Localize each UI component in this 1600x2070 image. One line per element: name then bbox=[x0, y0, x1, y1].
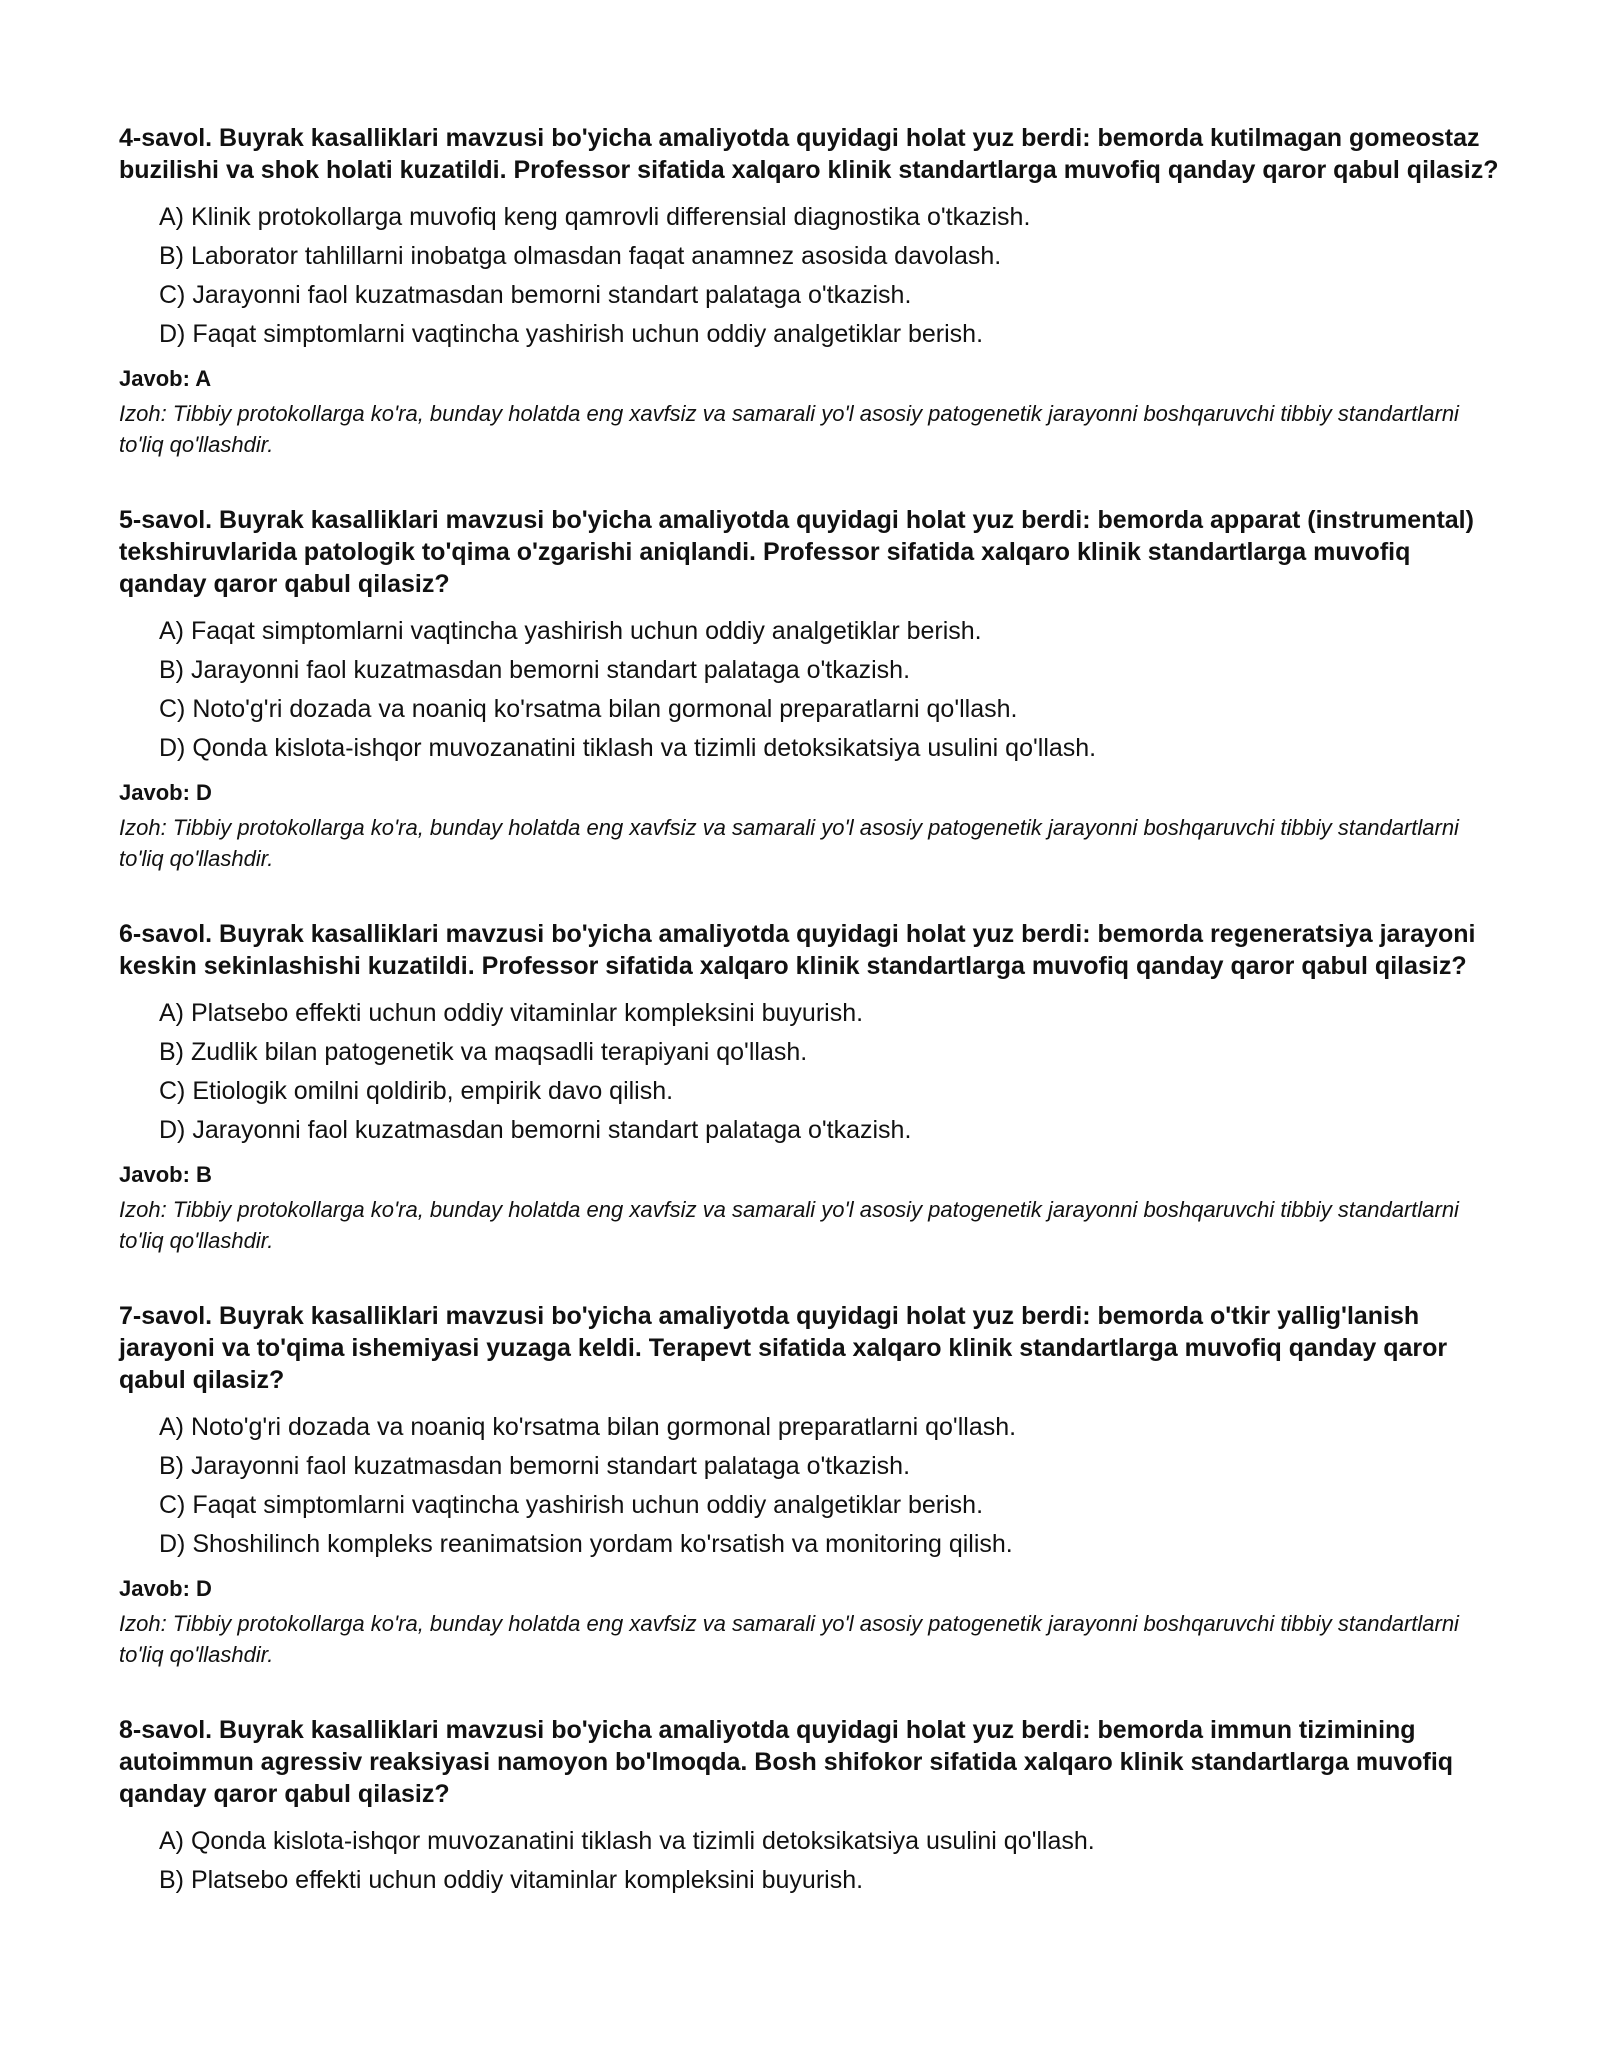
answer-options bbox=[119, 1408, 1499, 1564]
explanation-note: Izoh: Tibbiy protokollarga ko'ra, bunday holatda eng xavfsiz va samarali yo'l asosiy patogenetik jarayonni boshqaruvchi tibbiy standartlarni to'liq qo'llashdir. bbox=[119, 401, 1459, 457]
option-b: B) Platsebo effekti uchun oddiy vitaminlar kompleksini buyurish. bbox=[159, 1866, 864, 1894]
answer-key: Javob: B bbox=[119, 1162, 212, 1187]
question-4 bbox=[119, 122, 1499, 460]
option-a: A) Klinik protokollarga muvofiq keng qamrovli differensial diagnostika o'tkazish. bbox=[159, 203, 1031, 231]
question-title: 6-savol. Buyrak kasalliklari mavzusi bo'yicha amaliyotda quyidagi holat yuz berdi: bemorda regeneratsiya jarayoni keskin sekinlashishi kuzatildi. Professor sifatida xalqaro klinik standartlarga muvofiq qanday qaror qabul qilasiz? bbox=[119, 920, 1476, 980]
answer-key: Javob: D bbox=[119, 780, 212, 805]
option-a: A) Noto'g'ri dozada va noaniq ko'rsatma bilan gormonal preparatlarni qo'llash. bbox=[159, 1413, 1017, 1441]
question-title: 7-savol. Buyrak kasalliklari mavzusi bo'yicha amaliyotda quyidagi holat yuz berdi: bemorda o'tkir yallig'lanish jarayoni va to'qima ishemiyasi yuzaga keldi. Terapevt sifatida xalqaro klinik standartlarga muvofiq qanday qaror qabul qilasiz? bbox=[119, 1302, 1448, 1394]
option-d: D) Qonda kislota-ishqor muvozanatini tiklash va tizimli detoksikatsiya usulini qo'llash. bbox=[159, 734, 1097, 762]
explanation-note: Izoh: Tibbiy protokollarga ko'ra, bunday holatda eng xavfsiz va samarali yo'l asosiy patogenetik jarayonni boshqaruvchi tibbiy standartlarni to'liq qo'llashdir. bbox=[119, 1611, 1459, 1667]
option-b: B) Jarayonni faol kuzatmasdan bemorni standart palataga o'tkazish. bbox=[159, 1452, 911, 1480]
question-5 bbox=[119, 504, 1499, 874]
option-a: A) Platsebo effekti uchun oddiy vitaminlar kompleksini buyurish. bbox=[159, 999, 864, 1027]
option-b: B) Zudlik bilan patogenetik va maqsadli terapiyani qo'llash. bbox=[159, 1038, 808, 1066]
answer-options bbox=[119, 198, 1499, 354]
option-a: A) Faqat simptomlarni vaqtincha yashirish uchun oddiy analgetiklar berish. bbox=[159, 617, 982, 645]
question-7 bbox=[119, 1300, 1499, 1670]
question-title: 5-savol. Buyrak kasalliklari mavzusi bo'yicha amaliyotda quyidagi holat yuz berdi: bemorda apparat (instrumental) tekshiruvlarida patologik to'qima o'zgarishi aniqlandi. Professor sifatida xalqaro klinik standartlarga muvofiq qanday qaror qabul qilasiz? bbox=[119, 506, 1474, 598]
option-c: C) Jarayonni faol kuzatmasdan bemorni standart palataga o'tkazish. bbox=[159, 281, 912, 309]
option-b: B) Laborator tahlillarni inobatga olmasdan faqat anamnez asosida davolash. bbox=[159, 242, 1002, 270]
option-c: C) Faqat simptomlarni vaqtincha yashirish uchun oddiy analgetiklar berish. bbox=[159, 1491, 984, 1519]
document-page bbox=[119, 122, 1499, 1944]
option-c: C) Noto'g'ri dozada va noaniq ko'rsatma bilan gormonal preparatlarni qo'llash. bbox=[159, 695, 1018, 723]
option-c: C) Etiologik omilni qoldirib, empirik davo qilish. bbox=[159, 1077, 674, 1105]
option-d: D) Jarayonni faol kuzatmasdan bemorni standart palataga o'tkazish. bbox=[159, 1116, 912, 1144]
question-title: 4-savol. Buyrak kasalliklari mavzusi bo'yicha amaliyotda quyidagi holat yuz berdi: bemorda kutilmagan gomeostaz buzilishi va shok holati kuzatildi. Professor sifatida xalqaro klinik standartlarga muvofiq qanday qaror qabul qilasiz? bbox=[119, 124, 1499, 184]
question-8 bbox=[119, 1714, 1499, 1900]
option-d: D) Faqat simptomlarni vaqtincha yashirish uchun oddiy analgetiklar berish. bbox=[159, 320, 984, 348]
answer-key: Javob: D bbox=[119, 1576, 212, 1601]
answer-options bbox=[119, 612, 1499, 768]
option-d: D) Shoshilinch kompleks reanimatsion yordam ko'rsatish va monitoring qilish. bbox=[159, 1530, 1013, 1558]
question-title: 8-savol. Buyrak kasalliklari mavzusi bo'yicha amaliyotda quyidagi holat yuz berdi: bemorda immun tizimining autoimmun agressiv reaksiyasi namoyon bo'lmoqda. Bosh shifokor sifatida xalqaro klinik standartlarga muvofiq qanday qaror qabul qilasiz? bbox=[119, 1716, 1454, 1808]
answer-options bbox=[119, 994, 1499, 1150]
explanation-note: Izoh: Tibbiy protokollarga ko'ra, bunday holatda eng xavfsiz va samarali yo'l asosiy patogenetik jarayonni boshqaruvchi tibbiy standartlarni to'liq qo'llashdir. bbox=[119, 815, 1459, 871]
answer-options bbox=[119, 1822, 1499, 1900]
explanation-note: Izoh: Tibbiy protokollarga ko'ra, bunday holatda eng xavfsiz va samarali yo'l asosiy patogenetik jarayonni boshqaruvchi tibbiy standartlarni to'liq qo'llashdir. bbox=[119, 1197, 1459, 1253]
question-6 bbox=[119, 918, 1499, 1256]
option-a: A) Qonda kislota-ishqor muvozanatini tiklash va tizimli detoksikatsiya usulini qo'llash. bbox=[159, 1827, 1095, 1855]
option-b: B) Jarayonni faol kuzatmasdan bemorni standart palataga o'tkazish. bbox=[159, 656, 911, 684]
answer-key: Javob: A bbox=[119, 366, 212, 391]
